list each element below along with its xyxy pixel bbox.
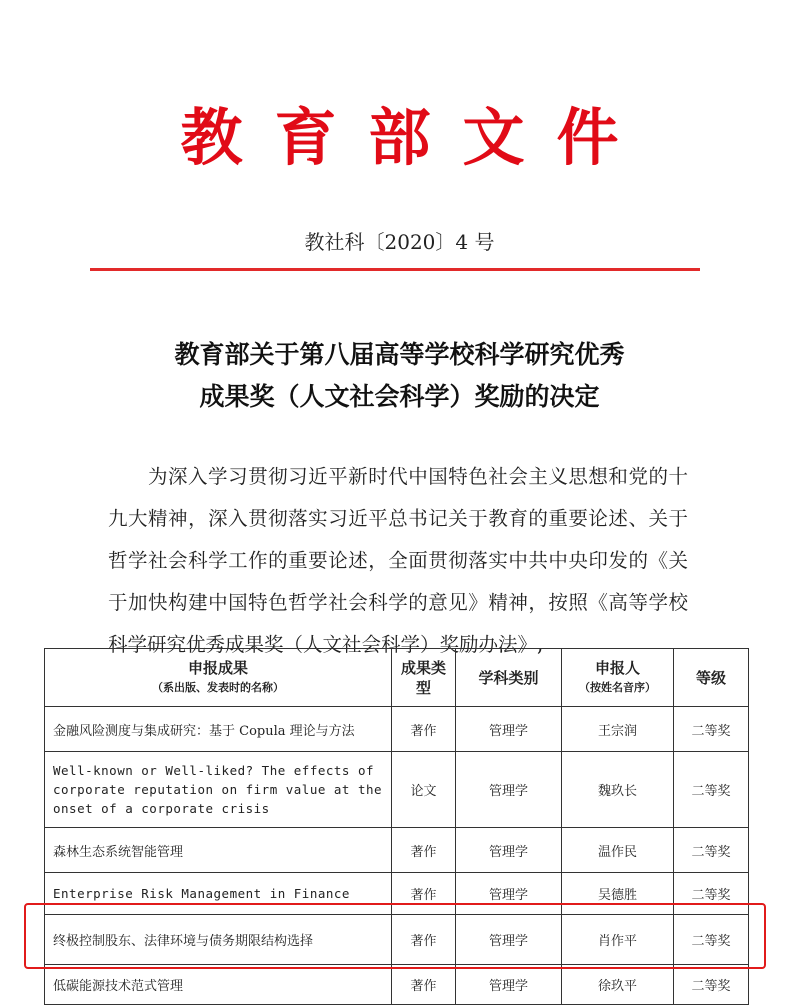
result-name: 终极控制股东、法律环境与债务期限结构选择	[45, 915, 392, 965]
document-title	[0, 334, 799, 418]
result-type: 论文	[392, 752, 456, 828]
result-category: 管理学	[456, 965, 562, 1005]
header-applicant: 申报人 （按姓名音序）	[562, 649, 674, 707]
table-row	[45, 707, 749, 752]
document-number: 教社科〔2020〕4 号	[304, 230, 495, 254]
result-grade: 二等奖	[674, 707, 749, 752]
header-type: 成果类型	[392, 649, 456, 707]
title-line-2: 成果奖（人文社会科学）奖励的决定	[199, 382, 600, 411]
body-paragraph: 为深入学习贯彻习近平新时代中国特色社会主义思想和党的十九大精神，深入贯彻落实习近平总书记关于教育的重要论述、关于哲学社会科学工作的重要论述，全面贯彻落实中共中央印发的《关于加快构建中国特色哲学社会科学的意见》精神，按照《高等学校科学研究优秀成果奖（人文社会科学）奖励办法》,	[108, 465, 688, 656]
result-category: 管理学	[456, 873, 562, 915]
table-row	[45, 873, 749, 915]
result-category: 管理学	[456, 915, 562, 965]
table-row-highlighted	[45, 915, 749, 965]
header-divider	[90, 268, 700, 271]
result-category: 管理学	[456, 828, 562, 873]
result-type: 著作	[392, 707, 456, 752]
result-type: 著作	[392, 965, 456, 1005]
result-category: 管理学	[456, 707, 562, 752]
awards-table	[44, 648, 749, 1005]
result-grade: 二等奖	[674, 752, 749, 828]
table-row	[45, 752, 749, 828]
result-grade: 二等奖	[674, 915, 749, 965]
result-category: 管理学	[456, 752, 562, 828]
result-type: 著作	[392, 873, 456, 915]
header-category: 学科类别	[456, 649, 562, 707]
result-name: Enterprise Risk Management in Finance	[45, 873, 392, 915]
result-applicant: 徐玖平	[562, 965, 674, 1005]
result-applicant: 温作民	[562, 828, 674, 873]
result-name: 森林生态系统智能管理	[45, 828, 392, 873]
result-applicant: 吴德胜	[562, 873, 674, 915]
result-grade: 二等奖	[674, 828, 749, 873]
result-grade: 二等奖	[674, 965, 749, 1005]
document-header: 教育部文件	[180, 101, 651, 174]
result-applicant: 魏玖长	[562, 752, 674, 828]
result-applicant: 肖作平	[562, 915, 674, 965]
result-grade: 二等奖	[674, 873, 749, 915]
result-name: Well-known or Well-liked? The effects of corporate reputation on firm value at the onset of a corporate crisis	[45, 752, 392, 828]
result-type: 著作	[392, 915, 456, 965]
title-line-1: 教育部关于第八届高等学校科学研究优秀	[174, 340, 625, 369]
header-result: 申报成果 （系出版、发表时的名称）	[45, 649, 392, 707]
result-applicant: 王宗润	[562, 707, 674, 752]
header-grade: 等级	[674, 649, 749, 707]
result-name: 金融风险测度与集成研究：基于 Copula 理论与方法	[45, 707, 392, 752]
table-header-row	[45, 649, 749, 707]
result-type: 著作	[392, 828, 456, 873]
result-name: 低碳能源技术范式管理	[45, 965, 392, 1005]
table-row	[45, 828, 749, 873]
